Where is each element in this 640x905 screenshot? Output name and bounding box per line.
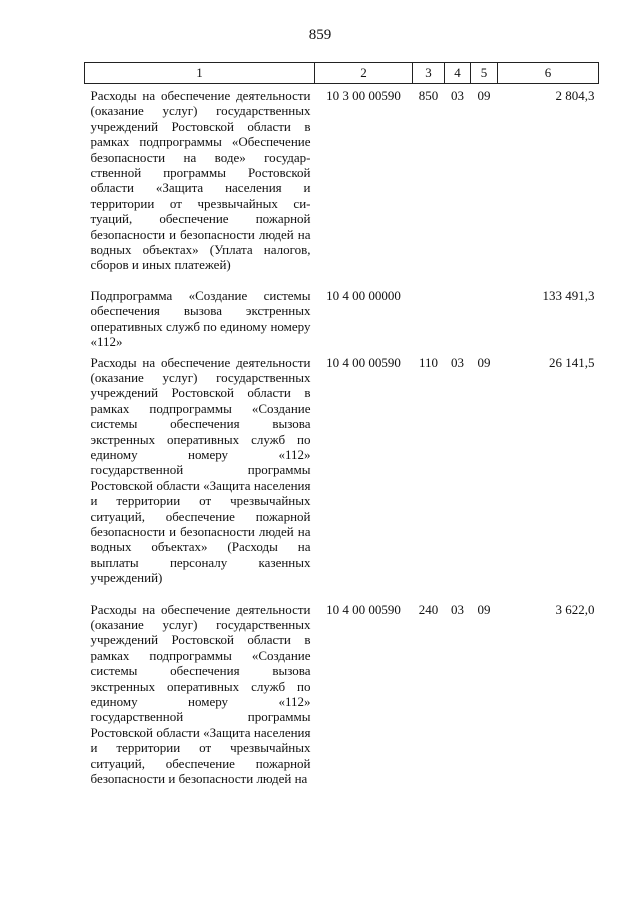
budget-table: [84, 62, 599, 786]
page-number: 859: [308, 27, 332, 43]
row-subsection: [471, 285, 498, 352]
row-section: [445, 285, 471, 352]
row-expense-type: [413, 285, 445, 352]
table-row: [85, 599, 599, 787]
row-description: Подпрограмма «Создание системы обеспечения вызова экстренных оперативных служб по единому номеру «112»: [90, 287, 311, 350]
row-expense-type: 110: [418, 354, 439, 370]
row-target-code: 10 4 00 00590: [326, 601, 401, 617]
table-row: [85, 84, 599, 285]
row-description: Расходы на обеспечение деятельности (оказание услуг) государственных учреждений Ростовской области в рамках подпрограммы «Создание системы обеспечения вызова экстренных оперативных служб по единому номеру «112» государственной программы Ростовской области «Защита населения и территории от чрезвычайных ситуаций, обеспечение пожарной безопасности и безопасности людей на: [90, 601, 311, 787]
row-section: 03: [451, 354, 464, 370]
row-subsection: 09: [477, 88, 491, 103]
table-row: [85, 285, 599, 352]
row-target-code: 10 3 00 00590: [326, 88, 401, 103]
header-col-6: 6: [498, 63, 599, 84]
row-amount: 3 622,0: [555, 601, 595, 617]
row-amount: 26 141,5: [549, 354, 595, 370]
row-target-code: 10 4 00 00590: [326, 354, 401, 370]
table-row: [85, 352, 599, 599]
header-row: [85, 63, 599, 84]
row-subsection: 09: [477, 601, 491, 617]
row-description: Расходы на обеспечение деятельности (оказание услуг) государственных учреждений Ростовской области в рамках подпрограммы «Обеспечение безопасности на воде» государственной программы Ростовской области «Защита населения и территории от чрезвычайных ситуаций, обеспечение пожарной безопасности и безопасности людей на водных объектах» (Уплата налогов, сборов и иных платежей): [90, 88, 311, 273]
header-col-3: 3: [413, 63, 445, 84]
header-col-4: 4: [445, 63, 471, 84]
header-col-5: 5: [471, 63, 498, 84]
row-section: 03: [451, 88, 464, 103]
table-body: [85, 84, 599, 787]
row-section: 03: [451, 601, 464, 617]
row-target-code: 10 4 00 00000: [326, 287, 401, 303]
header-col-1: 1: [85, 63, 315, 84]
row-subsection: 09: [477, 354, 491, 370]
row-description: Расходы на обеспечение деятельности (оказание услуг) государственных учреждений Ростовской области в рамках подпрограммы «Создание системы обеспечения вызова экстренных оперативных служб по единому номеру «112» государственной программы Ростовской области «Защита населения и территории от чрезвычайных ситуаций, обеспечение пожарной безопасности и безопасности людей на водных объектах» (Расходы на выплаты персоналу казенных учреждений): [90, 354, 311, 586]
row-amount: 2 804,3: [555, 88, 595, 103]
row-expense-type: 850: [418, 88, 439, 103]
row-amount: 133 491,3: [542, 287, 595, 303]
header-col-2: 2: [315, 63, 413, 84]
row-expense-type: 240: [418, 601, 439, 617]
table-header: [85, 63, 599, 84]
